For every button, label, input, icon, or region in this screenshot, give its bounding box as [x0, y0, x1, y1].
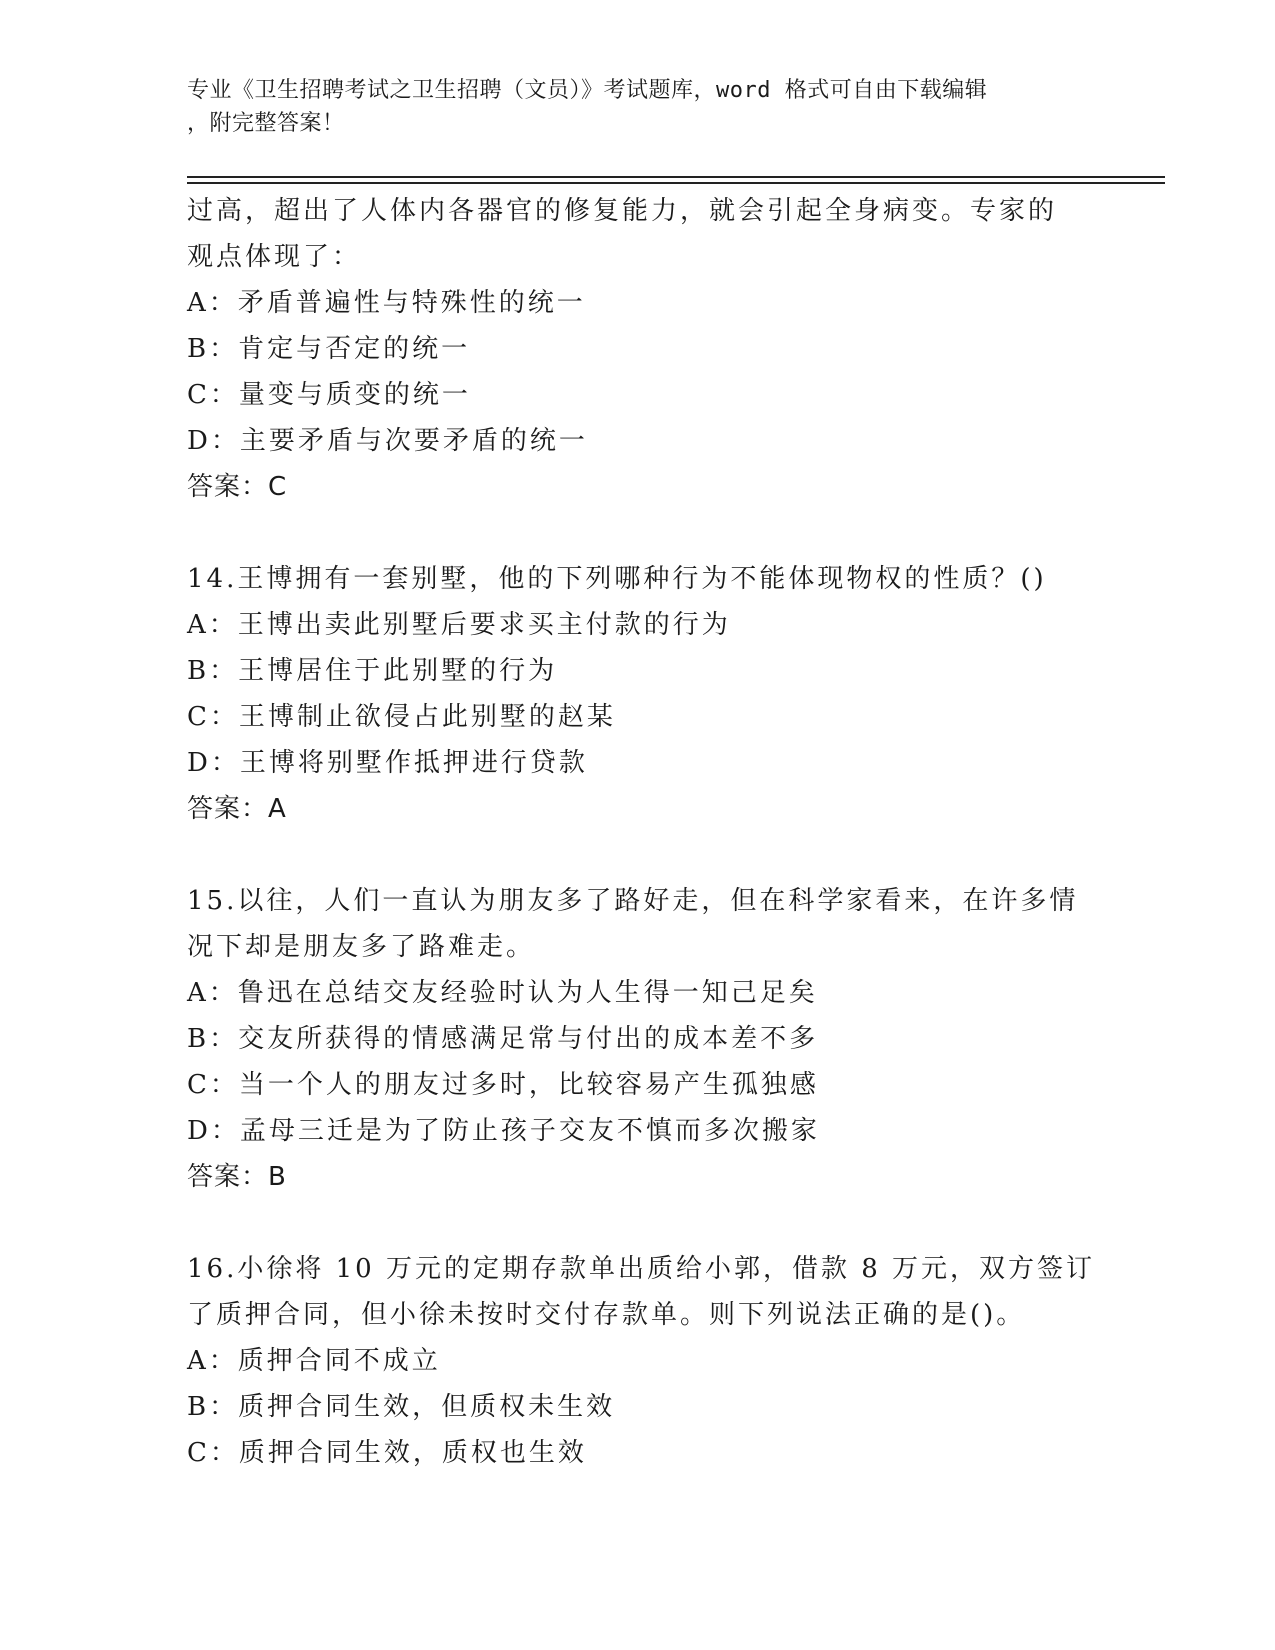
option-a: A：质押合同不成立	[187, 1346, 441, 1376]
option-d: D：王博将别墅作抵押进行贷款	[187, 748, 588, 778]
question-spacer	[187, 832, 1087, 878]
header-divider-bottom	[187, 182, 1165, 184]
question-stem-line: 况下却是朋友多了路难走。	[187, 932, 536, 962]
question-stem-line: 16.小徐将 10 万元的定期存款单出质给小郭，借款 8 万元，双方签订	[187, 1254, 1096, 1284]
option-c: C：当一个人的朋友过多时，比较容易产生孤独感	[187, 1070, 819, 1100]
question-16	[187, 1246, 1096, 1476]
question-14	[187, 556, 1087, 832]
option-b: B：王博居住于此别墅的行为	[187, 656, 558, 686]
option-c: C：王博制止欲侵占此别墅的赵某	[187, 702, 616, 732]
question-spacer	[187, 1200, 1087, 1246]
question-list	[187, 188, 1096, 1476]
answer-label: 答案：B	[187, 1162, 287, 1192]
header-title-line-1: 专业《卫生招聘考试之卫生招聘（文员）》考试题库，word 格式可自由下载编辑	[187, 78, 988, 103]
question-stem-line: 过高，超出了人体内各器官的修复能力，就会引起全身病变。专家的	[187, 196, 1058, 226]
option-d: D：主要矛盾与次要矛盾的统一	[187, 426, 588, 456]
question-stem-line: 14.王博拥有一套别墅，他的下列哪种行为不能体现物权的性质？()	[187, 564, 1047, 594]
document-header	[187, 74, 1067, 140]
option-b: B：肯定与否定的统一	[187, 334, 471, 364]
option-d: D：孟母三迁是为了防止孩子交友不慎而多次搬家	[187, 1116, 820, 1146]
question-stem-line: 15.以往，人们一直认为朋友多了路好走，但在科学家看来，在许多情	[187, 886, 1079, 916]
header-divider-top	[187, 176, 1165, 178]
option-c: C：质押合同生效，质权也生效	[187, 1438, 587, 1468]
question-15	[187, 878, 1087, 1200]
header-title-line-2: ，附完整答案！	[187, 111, 345, 136]
option-c: C：量变与质变的统一	[187, 380, 471, 410]
question-stem-line: 了质押合同，但小徐未按时交付存款单。则下列说法正确的是()。	[187, 1300, 1026, 1330]
answer-label: 答案：C	[187, 472, 288, 502]
question-stem-line: 观点体现了：	[187, 242, 362, 272]
question-spacer	[187, 510, 1087, 556]
question-13	[187, 188, 1087, 510]
answer-label: 答案：A	[187, 794, 287, 824]
option-a: A：王博出卖此别墅后要求买主付款的行为	[187, 610, 731, 640]
option-b: B：质押合同生效，但质权未生效	[187, 1392, 616, 1422]
option-a: A：鲁迅在总结交友经验时认为人生得一知己足矣	[187, 978, 818, 1008]
option-b: B：交友所获得的情感满足常与付出的成本差不多	[187, 1024, 819, 1054]
option-a: A：矛盾普遍性与特殊性的统一	[187, 288, 586, 318]
